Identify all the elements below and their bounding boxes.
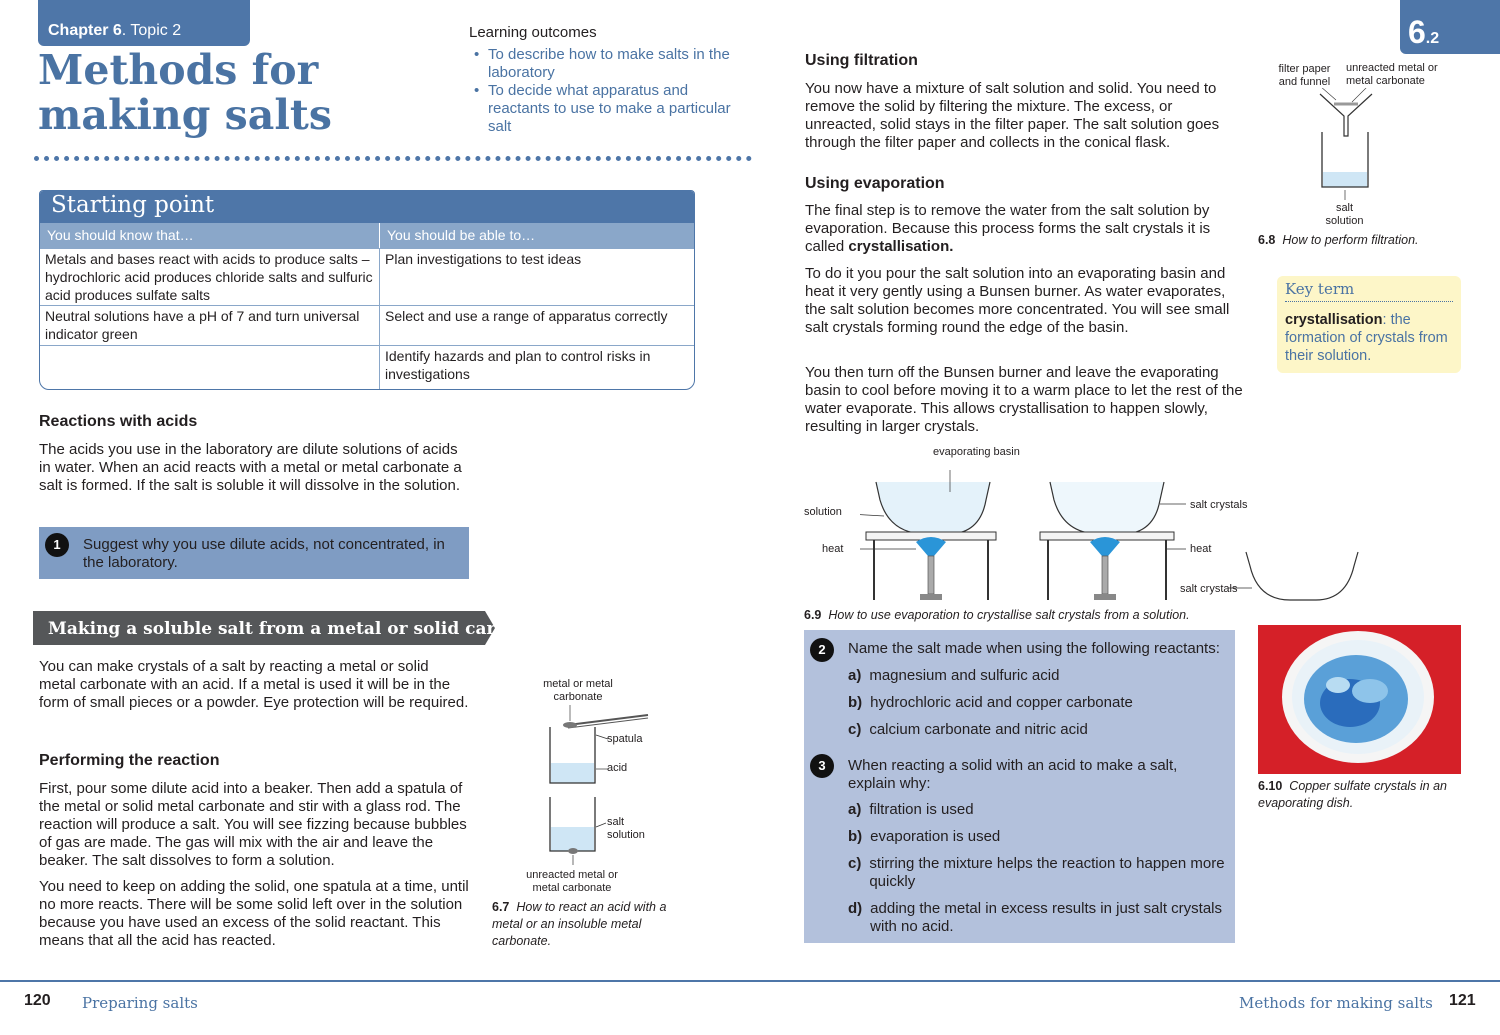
learning-outcomes-heading: Learning outcomes [469,24,597,41]
evaporating-basin-right [1050,482,1164,534]
part-text: evaporation is used [870,828,1001,845]
key-term-definition [1285,311,1453,365]
part-label: d) [848,900,863,917]
question-3b [848,828,1000,846]
key-term-text: : the formation of crystals from their solution. [1285,312,1448,364]
section-banner-label: Making a soluble salt from a metal or solid carbonate [48,619,561,639]
reactions-heading: Reactions with acids [39,413,198,430]
label-unreacted: unreacted metal or metal carbonate [526,869,618,894]
part-text: stirring the mixture helps the reaction to happen more quickly [869,855,1225,890]
question-3d [848,900,1228,936]
topic-number: 6 [1408,14,1426,50]
label-heat-left: heat [822,543,844,555]
table-cell: Metals and bases react with acids to produce salts – hydrochloric acid produces chloride salts and sulfuric acid produces sulfate salts [40,249,380,305]
chapter-label: Chapter 6 [48,22,122,39]
caption-text: How to react an acid with a metal or an insoluble metal carbonate. [492,900,667,948]
topic-label: . Topic 2 [121,22,182,39]
question-number: 2 [810,638,834,662]
question-2-text: Name the salt made when using the following reactants: [848,640,1220,657]
filtration-heading: Using filtration [805,52,918,69]
part-label: a) [848,801,862,818]
copper-sulfate-photo [1258,625,1461,774]
chapter-tab [38,0,250,46]
caption-text: How to use evaporation to crystallise salt crystals from a solution. [828,608,1190,622]
table-cell: Neutral solutions have a pH of 7 and turn universal indicator green [40,306,380,345]
starting-point-heading: Starting point [40,191,694,223]
figure-number: 6.10 [1258,779,1283,793]
caption-text: Copper sulfate crystals in an evaporating dish. [1258,779,1448,810]
funnel-shape [1320,94,1372,136]
question-number: 3 [810,754,834,778]
figure-6-10-caption [1258,778,1458,812]
figure-6-8-diagram [1300,88,1400,200]
part-text: filtration is used [869,801,974,818]
starting-point-table [39,190,695,390]
key-term-heading: Key term [1285,280,1453,302]
label-heat-right: heat [1190,543,1212,555]
table-row [40,305,694,345]
table-cell: Identify hazards and plan to control risks in investigations [385,348,651,382]
evaporation-text-1a: The final step is to remove the water from the salt solution by evaporation. Because this process forms the salt crystals it is called [805,202,1211,255]
label-solution: solution [804,506,842,518]
label-salt-solution: salt solution [607,816,645,841]
questions-box [804,630,1235,943]
learning-outcomes-list [472,46,732,136]
figure-number: 6.8 [1258,233,1276,247]
label-unreacted-metal: unreacted metal or metal carbonate [1346,62,1438,87]
part-label: a) [848,667,862,684]
part-text: magnesium and sulfuric acid [869,667,1060,684]
part-label: b) [848,694,863,711]
starting-point-columns [40,223,694,248]
evaporation-text-2: To do it you pour the salt solution into an evaporating basin and heat it very gently using a Bunsen burner. As water evaporates, the salt solution becomes more concentrated. You will see small salt crystals forming round the edge of the basin. [805,265,1230,336]
column-know: You should know that… [40,223,380,248]
dotted-divider [34,156,752,162]
part-label: c) [848,855,862,872]
question-2b [848,694,1133,712]
crystallisation-term: crystallisation. [848,238,954,255]
figure-6-7-caption [492,899,672,950]
reactions-text: The acids you use in the laboratory are dilute solutions of acids in water. When an acid reacts with a metal or metal carbonate a salt is formed. If the salt is soluble it will dissolve in the solution. [39,441,462,494]
topic-subnumber: .2 [1425,30,1440,47]
filtration-text: You now have a mixture of salt solution and solid. You need to remove the solid by filtering the mixture. The excess, or unreacted, solid stays in the filter paper. The salt solution goes through the filter paper and collects in the conical flask. [805,80,1220,151]
figure-6-8-caption [1258,232,1458,249]
learning-outcome-item: • To decide what apparatus and reactants to use to make a particular salt [472,82,732,136]
evaporation-heading: Using evaporation [805,175,945,192]
column-able: You should be able to… [387,227,536,243]
figure-6-9-diagram [860,470,1370,610]
table-cell [40,346,380,389]
label-salt-crystals-top: salt crystals [1190,499,1248,511]
part-text: calcium carbonate and nitric acid [869,721,1088,738]
figure-6-9-caption [804,607,1244,624]
label-metal-carbonate: metal or metal carbonate [543,678,613,703]
left-page-number: 120 [24,992,51,1009]
part-label: b) [848,828,863,845]
basin-with-crystals [1246,552,1358,600]
label-acid: acid [607,762,628,774]
performing-text-1: First, pour some dilute acid into a beaker. Then add a spatula of the metal or solid metal carbonate and stir with a glass rod. The reaction will produce a salt. You will see fizzing because bubbles of gas are made. The gas will mix with the air and leave the beaker. The salt dissolves to form a solution. [39,780,467,869]
question-2a [848,667,1059,685]
part-label: c) [848,721,862,738]
question-2c [848,721,1088,739]
figure-number: 6.9 [804,608,822,622]
question-number: 1 [45,533,69,557]
table-cell: Select and use a range of apparatus correctly [385,308,668,324]
question-1-box [39,527,469,579]
label-spatula: spatula [607,733,643,745]
table-cell: Plan investigations to test ideas [385,251,582,267]
question-1-text: Suggest why you use dilute acids, not concentrated, in the laboratory. [83,536,445,571]
table-row [40,248,694,305]
question-3-text: When reacting a solid with an acid to make a salt, explain why: [848,757,1178,792]
key-term-word: crystallisation [1285,312,1383,328]
table-row [40,345,694,389]
label-salt-crystals-bottom: salt crystals [1180,583,1238,595]
right-footer-title: Methods for making salts [1239,994,1433,1012]
right-page-number: 121 [1449,992,1476,1009]
performing-heading: Performing the reaction [39,752,220,769]
page-title: Methods for making salts [38,46,332,139]
label-evaporating-basin: evaporating basin [933,446,1020,458]
footer-rule [0,980,1500,982]
flame-left [916,537,946,556]
part-text: adding the metal in excess results in just salt crystals with no acid. [870,900,1222,935]
performing-text-2: You need to keep on adding the solid, one spatula at a time, until no more reacts. There will be some solid left over in the solution because you have used an excess of the solid reactant. This means that all the acid has reacted. [39,878,469,949]
question-3a [848,801,974,819]
learning-outcome-item: • To describe how to make salts in the laboratory [472,46,732,82]
evaporation-text-3: You then turn off the Bunsen burner and leave the evaporating basin to cool before moving it to a warm place to let the rest of the water evaporate. This allows crystallisation to happen slowly, resulting in larger crystals. [805,364,1243,435]
left-footer-title: Preparing salts [82,994,198,1012]
evaporation-text-1 [805,202,1245,256]
label-filter-funnel: filter paper and funnel [1278,63,1331,88]
caption-text: How to perform filtration. [1282,233,1419,247]
key-term-box [1277,276,1461,373]
figure-number: 6.7 [492,900,510,914]
topic-tab [1400,0,1500,54]
soluble-salt-text: You can make crystals of a salt by reacting a metal or solid metal carbonate with an acid. If a metal is used it will be in the form of small pieces or a powder. Eye protection will be required. [39,658,469,711]
flame-right [1090,537,1120,556]
evaporating-basin-left [876,482,990,534]
question-3c [848,855,1228,891]
label-salt-solution: salt solution [1325,202,1364,227]
part-text: hydrochloric acid and copper carbonate [870,694,1133,711]
